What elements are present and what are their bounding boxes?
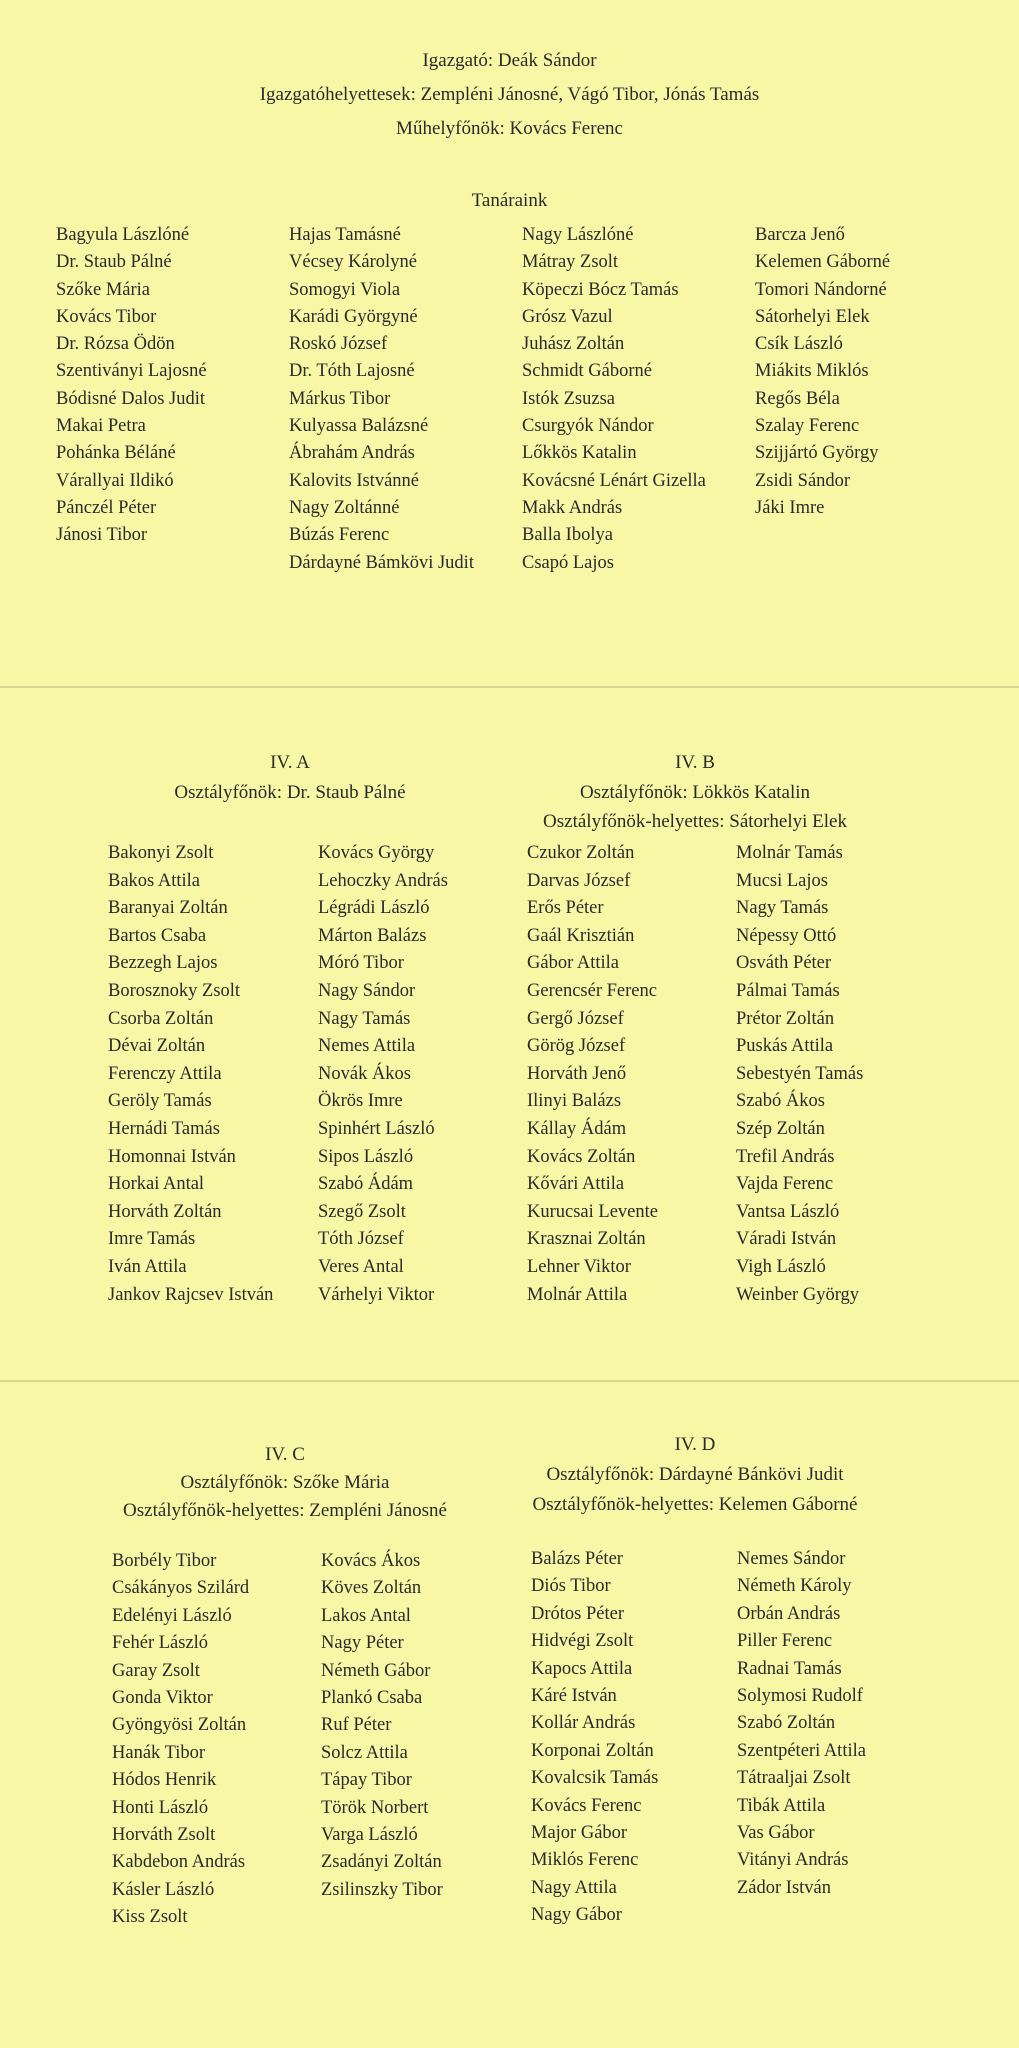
class-d-head: Osztályfőnök: Dárdayné Bánkövi Judit [546,1464,844,1485]
name-entry: Mátray Zsolt [522,252,619,273]
name-entry: Sipos László [318,1146,414,1167]
staff-panel [0,0,1019,686]
class-a-title: IV. A [270,752,310,773]
class-d-title: IV. D [674,1434,716,1455]
name-entry: Tóth József [318,1229,404,1250]
name-entry: Kiss Zsolt [112,1907,188,1928]
class-b-title: IV. B [675,752,715,773]
name-entry: Grósz Vazul [522,306,613,327]
name-entry: Zsadányi Zoltán [321,1852,442,1873]
name-entry: Kalovits Istvánné [289,470,419,491]
name-entry: Diós Tibor [531,1576,611,1597]
name-entry: Trefil András [736,1146,835,1167]
name-entry: Káré István [531,1685,617,1706]
name-entry: Kurucsai Levente [527,1201,658,1222]
name-entry: Tibák Attila [737,1795,826,1816]
name-entry: Puskás Attila [736,1036,834,1057]
name-entry: Horváth Zoltán [108,1201,222,1222]
name-entry: Bezzegh Lajos [108,953,218,974]
name-entry: Molnár Attila [527,1284,628,1305]
name-entry: Népessy Ottó [736,925,837,946]
name-entry: Kapocs Attila [531,1658,633,1679]
name-entry: Szabó Zoltán [737,1713,836,1734]
name-entry: Mucsi Lajos [736,870,828,891]
name-entry: Szalay Ferenc [755,416,860,437]
name-entry: Hanák Tibor [112,1742,206,1763]
class-c-column-1 [112,1548,249,1931]
name-entry: Drótos Péter [531,1603,624,1624]
name-entry: Szép Zoltán [736,1118,825,1139]
name-entry: Nagy Zoltánné [289,497,400,518]
teachers-column-4 [755,222,890,522]
name-entry: Szentpéteri Attila [737,1740,866,1761]
name-entry: Somogyi Viola [289,279,401,300]
name-entry: Búzás Ferenc [289,525,390,546]
name-entry: Dévai Zoltán [108,1036,206,1057]
name-entry: Weinber György [736,1284,860,1305]
name-entry: Baranyai Zoltán [108,898,228,919]
name-entry: Ökrös Imre [318,1091,403,1112]
name-entry: Pánczél Péter [56,497,157,518]
name-entry: Schmidt Gáborné [522,361,652,382]
name-entry: Novák Ákos [318,1063,412,1084]
name-entry: Gerencsér Ferenc [527,980,657,1001]
name-entry: Tátraaljai Zsolt [737,1768,851,1789]
name-entry: Lakos Antal [321,1605,411,1626]
name-entry: Szegő Zsolt [318,1201,406,1222]
class-c-column-2 [321,1548,443,1904]
name-entry: Balázs Péter [531,1549,623,1569]
name-entry: Kállay Ádám [527,1118,627,1139]
name-entry: Kovács Tibor [56,306,157,327]
name-entry: Piller Ferenc [737,1631,833,1652]
name-entry: Jáki Imre [755,497,825,518]
name-entry: Borosznoky Zsolt [108,980,241,1001]
name-entry: Ruf Péter [321,1715,392,1736]
name-entry: Nagy Attila [531,1877,617,1898]
name-entry: Kásler László [112,1879,215,1900]
name-entry: Juhász Zoltán [522,334,625,355]
name-entry: Jánosi Tibor [56,525,147,546]
name-entry: Márton Balázs [318,925,427,946]
name-entry: Pohánka Béláné [56,443,176,464]
name-entry: Csurgyók Nándor [522,416,654,437]
name-entry: Gábor Attila [527,953,619,974]
name-entry: Lőkkös Katalin [522,443,637,464]
name-entry: Darvas József [527,870,631,891]
name-entry: Horkai Antal [108,1174,205,1195]
name-entry: Sebestyén Tamás [736,1063,864,1084]
name-entry: Karádi Györgyné [289,306,418,327]
name-entry: Homonnai István [108,1146,236,1167]
name-entry: Hajas Tamásné [289,225,401,245]
name-entry: Szabó Ádám [318,1174,414,1195]
name-entry: Horváth Zsolt [112,1824,216,1845]
name-entry: Kovács György [318,843,435,863]
class-a-column-2 [318,840,448,1309]
name-entry: Osváth Péter [736,953,832,974]
name-entry: Török Norbert [321,1797,429,1818]
name-entry: Dr. Rózsa Ödön [56,334,175,355]
name-entry: Fehér László [112,1633,209,1654]
name-entry: Nagy Péter [321,1633,404,1654]
name-entry: Gyöngyösi Zoltán [112,1715,247,1736]
name-entry: Görög József [527,1036,626,1057]
name-entry: Tápay Tibor [321,1770,412,1791]
name-entry: Lehoczky András [318,870,448,891]
name-entry: Zsidi Sándor [755,470,851,491]
name-entry: Jankov Rajcsev István [108,1284,274,1305]
name-entry: Nagy Tamás [318,1008,411,1029]
name-entry: Roskó József [289,334,388,355]
name-entry: Vantsa László [736,1201,840,1222]
page-divider [0,1380,1019,1382]
name-entry: Borbély Tibor [112,1551,217,1571]
name-entry: Orbán András [737,1603,841,1624]
name-entry: Nagy Lászlóné [522,225,634,245]
name-entry: Hidvégi Zsolt [531,1631,634,1652]
name-entry: Hernádi Tamás [108,1118,220,1139]
name-entry: Pálmai Tamás [736,980,840,1001]
name-entry: Gaál Krisztián [527,925,635,946]
name-entry: Horváth Jenő [527,1063,627,1084]
name-entry: Kővári Attila [527,1174,625,1195]
name-entry: Molnár Tamás [736,843,843,863]
name-entry: Imre Tamás [108,1229,196,1250]
name-entry: Barcza Jenő [755,225,845,245]
name-entry: Dr. Staub Pálné [56,252,172,273]
name-entry: Solcz Attila [321,1742,408,1763]
name-entry: Németh Károly [737,1576,852,1597]
name-entry: Edelényi László [112,1605,232,1626]
name-entry: Varga László [321,1824,418,1845]
name-entry: Plankó Csaba [321,1687,423,1708]
name-entry: Vajda Ferenc [736,1174,834,1195]
name-entry: Nemes Attila [318,1036,416,1057]
name-entry: Honti László [112,1797,209,1818]
class-d-deputy: Osztályfőnök-helyettes: Kelemen Gáborné [532,1494,858,1515]
name-entry: Miklós Ferenc [531,1850,639,1871]
class-c-head: Osztályfőnök: Szőke Mária [180,1472,390,1493]
name-entry: Nagy Tamás [736,898,829,919]
name-entry: Kovács Zoltán [527,1146,636,1167]
name-entry: Bódisné Dalos Judit [56,388,206,409]
name-entry: Prétor Zoltán [736,1008,835,1029]
name-entry: Makai Petra [56,416,146,437]
class-b-column-2 [736,840,863,1309]
name-entry: Veres Antal [318,1256,404,1277]
teachers-title: Tanáraink [471,190,548,211]
name-entry: Kelemen Gáborné [755,252,891,273]
classes-cd-panel [0,1384,1019,2048]
name-entry: Bakos Attila [108,870,200,891]
name-entry: Kovács Ferenc [531,1795,642,1816]
name-entry: Miákits Miklós [755,361,869,382]
name-entry: Vitányi András [737,1850,849,1871]
name-entry: Geröly Tamás [108,1091,212,1112]
name-entry: Ábrahám András [289,443,415,464]
class-a-column-1 [108,840,273,1309]
name-entry: Csákányos Szilárd [112,1578,250,1599]
name-entry: Krasznai Zoltán [527,1229,646,1250]
name-entry: Kovács Ákos [321,1551,421,1571]
class-a-head: Osztályfőnök: Dr. Staub Pálné [174,782,406,803]
name-entry: Köpeczi Bócz Tamás [522,279,679,300]
name-entry: Várallyai Ildikó [56,470,174,491]
name-entry: Istók Zsuzsa [522,388,615,409]
class-b-deputy: Osztályfőnök-helyettes: Sátorhelyi Elek [543,811,847,832]
class-c-title: IV. C [265,1444,305,1465]
class-c-deputy: Osztályfőnök-helyettes: Zempléni Jánosné [123,1500,447,1521]
page-divider [0,686,1019,688]
name-entry: Kabdebon András [112,1852,246,1873]
name-entry: Ferenczy Attila [108,1063,222,1084]
name-entry: Vigh László [736,1256,826,1277]
name-entry: Szabó Ákos [736,1091,825,1112]
name-entry: Kovalcsik Tamás [531,1768,659,1789]
name-entry: Makk András [522,497,623,518]
name-entry: Váradi István [736,1229,837,1250]
teachers-column-3 [522,222,706,577]
name-entry: Bartos Csaba [108,925,207,946]
name-entry: Szőke Mária [56,279,151,300]
name-entry: Dárdayné Bámkövi Judit [289,552,474,573]
name-entry: Balla Ibolya [522,525,613,546]
name-entry: Csapó Lajos [522,552,614,573]
name-entry: Vécsey Károlyné [289,252,417,273]
name-entry: Nemes Sándor [737,1549,846,1569]
workshop-line: Műhelyfőnök: Kovács Ferenc [396,118,623,139]
teachers-column-1 [56,222,207,550]
name-entry: Lehner Viktor [527,1256,631,1277]
name-entry: Vas Gábor [737,1822,815,1843]
name-entry: Kulyassa Balázsné [289,416,429,437]
name-entry: Iván Attila [108,1256,187,1277]
name-entry: Radnai Tamás [737,1658,842,1679]
classes-ab-panel [0,690,1019,1380]
name-entry: Garay Zsolt [112,1660,200,1681]
class-b-column-1 [527,840,658,1309]
name-entry: Bagyula Lászlóné [56,225,190,245]
name-entry: Légrádi László [318,898,430,919]
name-entry: Major Gábor [531,1822,628,1843]
name-entry: Gergő József [527,1008,624,1029]
name-entry: Regős Béla [755,388,840,409]
name-entry: Németh Gábor [321,1660,431,1681]
name-entry: Köves Zoltán [321,1578,422,1599]
name-entry: Csorba Zoltán [108,1008,214,1029]
name-entry: Solymosi Rudolf [737,1685,863,1706]
name-entry: Ilinyi Balázs [527,1091,622,1112]
name-entry: Erős Péter [527,898,604,919]
deputies-line: Igazgatóhelyettesek: Zempléni Jánosné, Vágó Tibor, Jónás Tamás [259,84,760,105]
name-entry: Kollár András [531,1713,636,1734]
teachers-column-2 [289,222,474,577]
director-line: Igazgató: Deák Sándor [422,50,597,71]
name-entry: Tomori Nándorné [755,279,887,300]
name-entry: Nagy Sándor [318,980,416,1001]
name-entry: Zádor István [737,1877,832,1898]
name-entry: Nagy Gábor [531,1905,622,1926]
name-entry: Szentiványi Lajosné [56,361,207,382]
name-entry: Márkus Tibor [289,388,391,409]
name-entry: Kovácsné Lénárt Gizella [522,470,706,491]
name-entry: Hódos Henrik [112,1770,217,1791]
name-entry: Várhelyi Viktor [318,1284,435,1305]
name-entry: Bakonyi Zsolt [108,843,214,863]
name-entry: Csík László [755,334,843,355]
name-entry: Móró Tibor [318,953,404,974]
name-entry: Gonda Viktor [112,1687,213,1708]
name-entry: Szijjártó György [755,443,879,464]
name-entry: Sátorhelyi Elek [755,306,870,327]
name-entry: Spinhért László [318,1118,435,1139]
class-d-column-2 [737,1546,866,1902]
name-entry: Zsilinszky Tibor [321,1879,443,1900]
name-entry: Czukor Zoltán [527,843,635,863]
name-entry: Korponai Zoltán [531,1740,654,1761]
class-d-column-1 [531,1546,658,1929]
name-entry: Dr. Tóth Lajosné [289,361,415,382]
class-b-head: Osztályfőnök: Lökkös Katalin [579,782,811,803]
